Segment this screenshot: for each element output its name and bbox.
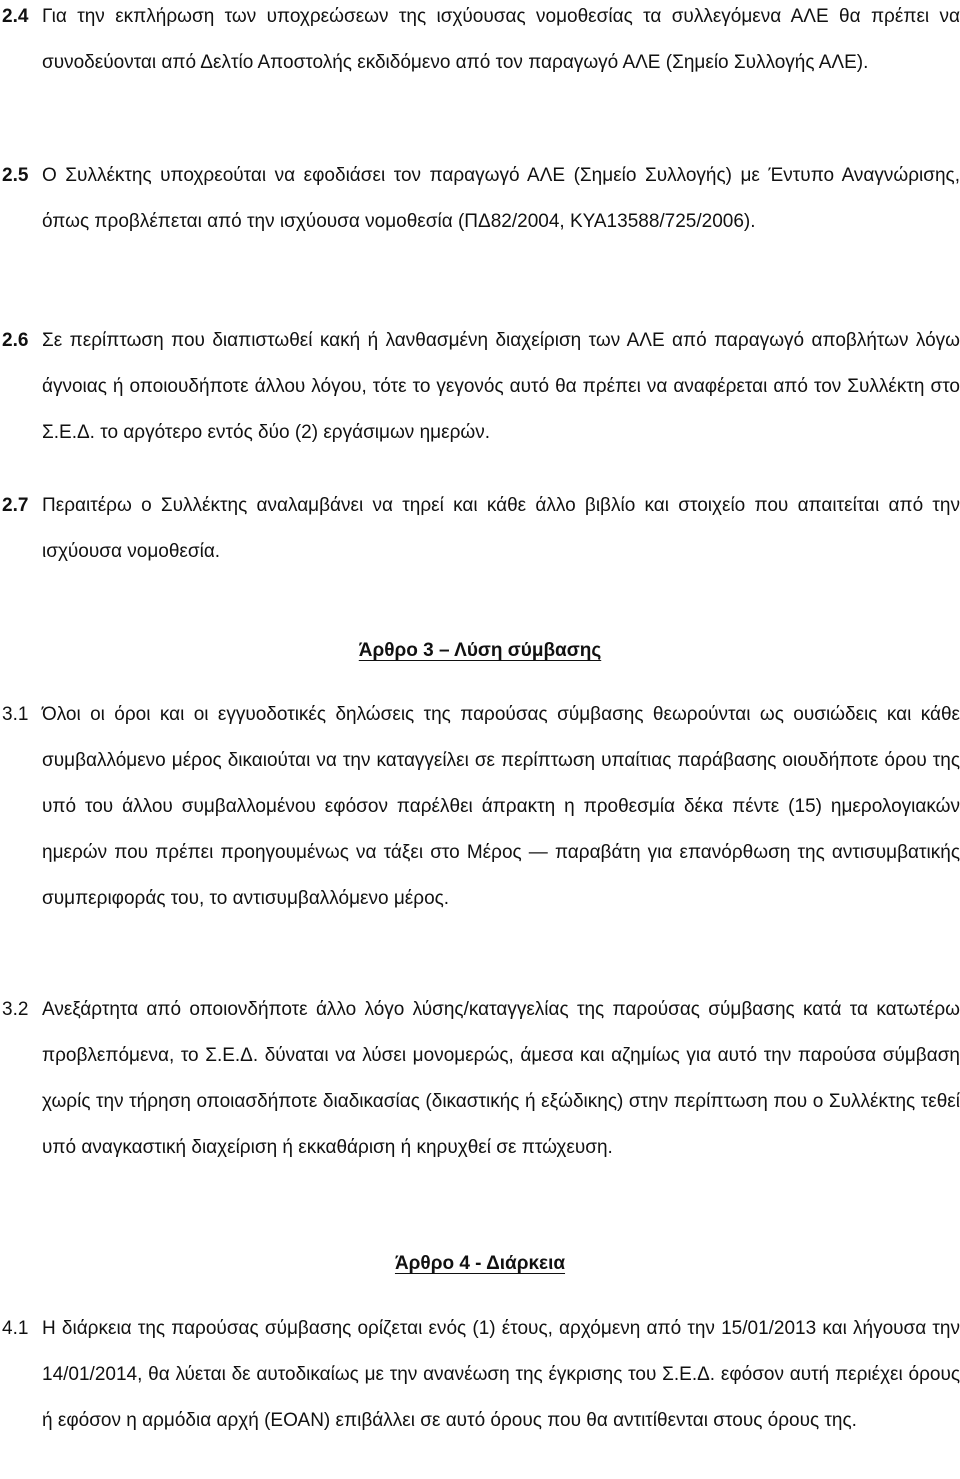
article-4-title: Άρθρο 4 - Διάρκεια [394,1253,566,1274]
clause-4-1 [0,1306,960,1444]
clause-text: Η διάρκεια της παρούσας σύμβασης ορίζεται ενός (1) έτους, αρχόμενη από την 15/01/2013 και λήγουσα την 14/01/2014, θα λύεται δε αυτοδικαίως με την ανανέωση της έγκρισης του Σ.Ε.Δ. εφόσον αυτή περιέχει όρους ή εφόσον η αρμόδια αρχή (ΕΟΑΝ) επιβάλλει σε αυτό όρους που θα αντιτίθενται στους όρους της. [42,1318,960,1431]
clause-2-5 [0,153,960,245]
clause-2-7 [0,483,960,575]
clause-3-2 [0,987,960,1171]
clause-text: Για την εκπλήρωση των υποχρεώσεων της ισχύουσας νομοθεσίας τα συλλεγόμενα ΑΛΕ θα πρέπει να συνοδεύονται από Δελτίο Αποστολής εκδιδόμενο από τον παραγωγό ΑΛΕ (Σημείο Συλλογής ΑΛΕ). [42,6,960,73]
clause-number: 2.7 [2,495,29,516]
clause-2-4 [0,0,960,86]
article-4-heading [0,1249,960,1279]
clause-number: 2.5 [2,165,29,186]
clause-text: Όλοι οι όροι και οι εγγυοδοτικές δηλώσεις της παρούσας σύμβασης θεωρούνται ως ουσιώδεις και κάθε συμβαλλόμενο μέρος δικαιούται να την καταγγείλει σε περίπτωση υπαίτιας παράβασης οιουδήποτε όρου της υπό του άλλου συμβαλλομένου εφόσον παρέλθει άπρακτη η προθεσμία δέκα πέντε (15) ημερολογιακών ημερών που πρέπει προηγουμένως να τάξει στο Μέρος — παραβάτη για επανόρθωση της αντισυμβατικής συμπεριφοράς του, το αντισυμβαλλόμενο μέρος. [42,704,960,909]
clause-2-6 [0,318,960,456]
clause-3-1 [0,692,960,922]
clause-text: Ο Συλλέκτης υποχρεούται να εφοδιάσει τον παραγωγό ΑΛΕ (Σημείο Συλλογής) με Έντυπο Αναγνώρισης, όπως προβλέπεται από την ισχύουσα νομοθεσία (ΠΔ82/2004, ΚΥΑ13588/725/2006). [42,165,960,232]
clause-number: 3.1 [2,704,29,725]
clause-text: Σε περίπτωση που διαπιστωθεί κακή ή λανθασμένη διαχείριση των ΑΛΕ από παραγωγό αποβλήτων λόγω άγνοιας ή οποιουδήποτε άλλου λόγου, τότε το γεγονός αυτό θα πρέπει να αναφέρεται από τον Συλλέκτη στο Σ.Ε.Δ. το αργότερο εντός δύο (2) εργάσιμων ημερών. [42,330,960,443]
clause-text: Ανεξάρτητα από οποιονδήποτε άλλο λόγο λύσης/καταγγελίας της παρούσας σύμβασης κατά τα κατωτέρω προβλεπόμενα, το Σ.Ε.Δ. δύναται να λύσει μονομερώς, άμεσα και αζημίως για αυτό την παρούσα σύμβαση χωρίς την τήρηση οποιασδήποτε διαδικασίας (δικαστικής ή εξώδικης) στην περίπτωση που ο Συλλέκτης τεθεί υπό αναγκαστική διαχείριση ή εκκαθάριση ή κηρυχθεί σε πτώχευση. [42,999,960,1158]
clause-text: Περαιτέρω ο Συλλέκτης αναλαμβάνει να τηρεί και κάθε άλλο βιβλίο και στοιχείο που απαιτείται από την ισχύουσα νομοθεσία. [42,495,960,562]
clause-number: 2.6 [2,330,29,351]
clause-number: 4.1 [2,1318,29,1339]
clause-number: 3.2 [2,999,29,1020]
clause-number: 2.4 [2,6,29,27]
article-3-title: Άρθρο 3 – Λύση σύμβασης [358,640,602,661]
article-3-heading [0,636,960,666]
